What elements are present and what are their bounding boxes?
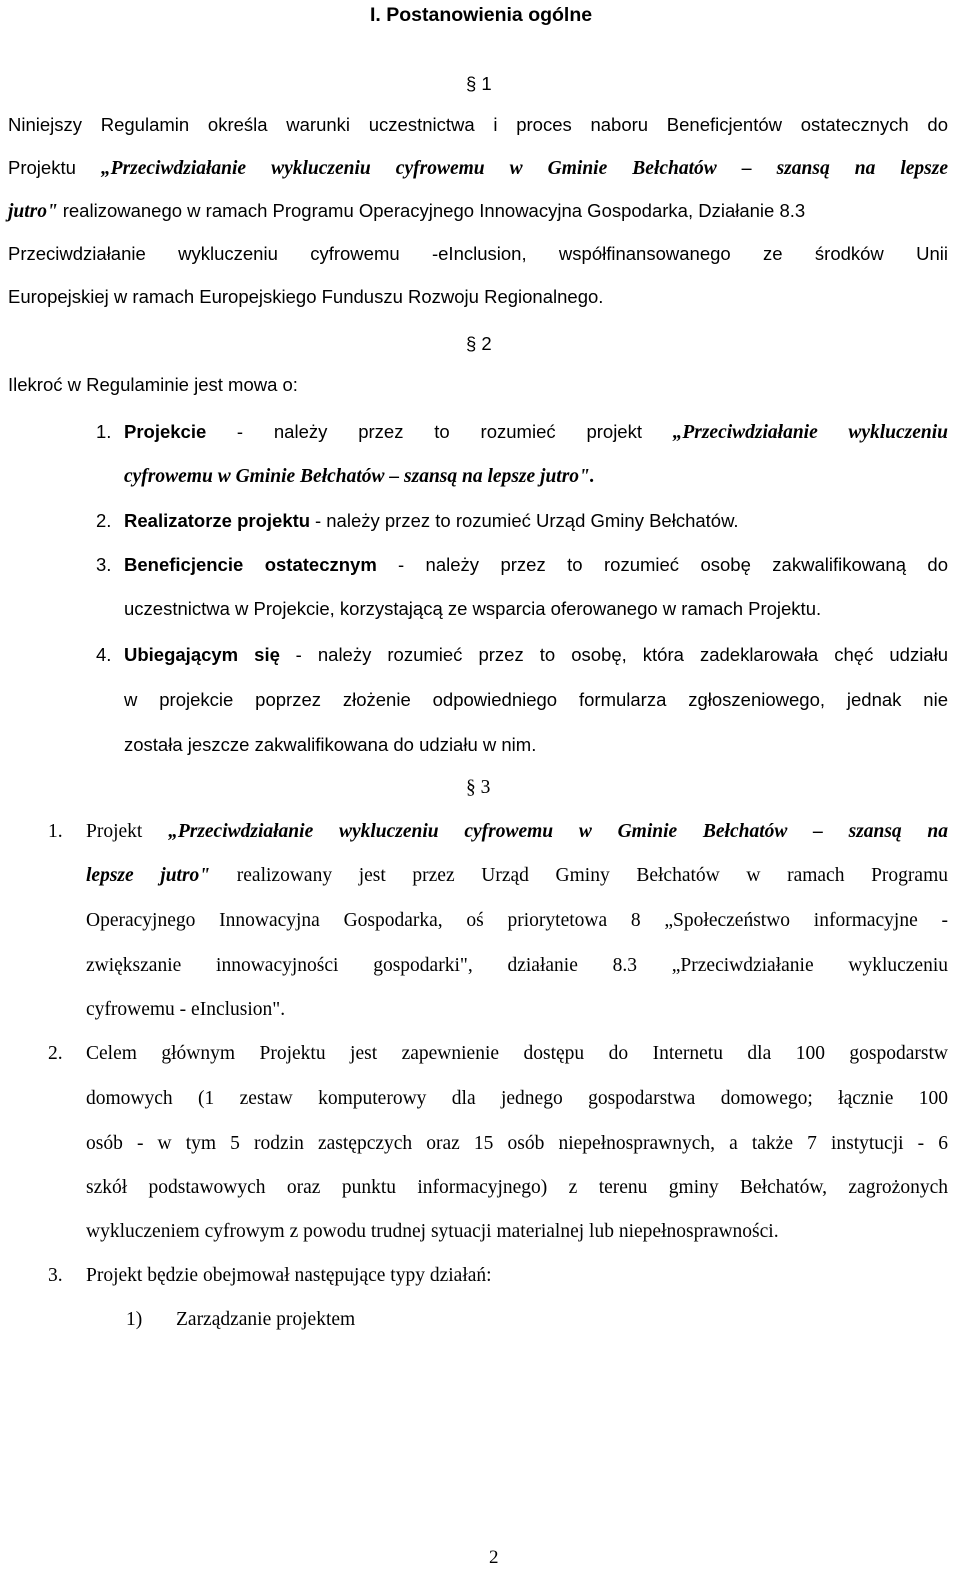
- par3-item3-line1: Projekt będzie obejmował następujące typy działań:: [86, 1265, 492, 1286]
- par2-item2-line1: [124, 509, 739, 534]
- par3-item1-project-title: „Przeciwdziałanie wykluczeniu cyfrowemu w Gminie Bełchatów – szansą na: [168, 821, 948, 842]
- par3-item1-line5: cyfrowemu - eInclusion".: [86, 999, 286, 1020]
- par2-item1-line2: cyfrowemu w Gminie Bełchatów – szansą na lepsze jutro".: [124, 466, 595, 487]
- section-sign-2: § 2: [466, 333, 492, 354]
- par2-item4-term: Ubiegającym się: [124, 644, 280, 665]
- par3-item1-line1: [86, 820, 948, 844]
- par3-item3-number: 3.: [48, 1265, 63, 1286]
- par1-line4: [8, 242, 948, 266]
- par3-item1-title-end: lepsze jutro": [86, 865, 211, 886]
- par2-item1-line1: [124, 420, 948, 445]
- par1-line3: [8, 199, 805, 224]
- par2-item4-definition: - należy rozumieć przez to osobę, która zadeklarowała chęć udziału: [295, 644, 948, 665]
- par2-item3-number: 3.: [96, 554, 112, 575]
- par3-item1-line3: [86, 909, 948, 933]
- par2-item1-term: Projekcie: [124, 421, 207, 442]
- par3-item2-number: 2.: [48, 1043, 63, 1064]
- par1-line4-text: Przeciwdziałanie wykluczeniu cyfrowemu -eInclusion, współfinansowanego ze środków Unii: [8, 243, 948, 264]
- section-sign-3: § 3: [466, 777, 491, 798]
- par3-item3-sub1-text: Zarządzanie projektem: [176, 1309, 356, 1330]
- par3-item1-line3-text: Operacyjnego Innowacyjna Gospodarka, oś priorytetowa 8 „Społeczeństwo informacyjne -: [86, 910, 948, 931]
- par2-intro: Ilekroć w Regulaminie jest mowa o:: [8, 374, 298, 395]
- par1-line1: [8, 113, 948, 137]
- par3-item1-line4-text: zwiększanie innowacyjności gospodarki", działanie 8.3 „Przeciwdziałanie wykluczeniu: [86, 955, 948, 976]
- par2-item2-term: Realizatorze projektu: [124, 510, 311, 531]
- par3-item1-line2: [86, 864, 948, 888]
- par3-item2-line3-text: osób - w tym 5 rodzin zastępczych oraz 15 osób niepełnosprawnych, a także 7 instytucji - 6: [86, 1133, 948, 1154]
- par2-item4-line3: została jeszcze zakwalifikowana do udziału w nim.: [124, 734, 537, 755]
- par1-line2: [8, 156, 948, 181]
- par2-item1-project-title: „Przeciwdziałanie wykluczeniu: [672, 422, 949, 443]
- section-heading: I. Postanowienia ogólne: [370, 4, 593, 26]
- par3-item2-line5: wykluczeniem cyfrowym z powodu trudnej sytuacji materialnej lub niepełnosprawności.: [86, 1221, 779, 1242]
- par1-line5: Europejskiej w ramach Europejskiego Funduszu Rozwoju Regionalnego.: [8, 286, 604, 307]
- par2-item4-line2: [124, 688, 948, 712]
- par2-item3-line2: uczestnictwa w Projekcie, korzystającą ze wsparcia oferowanego w ramach Projektu.: [124, 598, 822, 619]
- par3-item1-number: 1.: [48, 821, 63, 842]
- par2-item1-definition: - należy przez to rozumieć projekt: [236, 421, 642, 442]
- par1-line2-plain: Projektu: [8, 157, 76, 178]
- par3-item3-sub1-number: 1): [126, 1309, 143, 1330]
- par3-item2-line4: [86, 1176, 948, 1200]
- par1-line3-title-end: jutro": [8, 201, 58, 222]
- par2-item1-number: 1.: [96, 421, 112, 442]
- par2-item4-line2-text: w projekcie poprzez złożenie odpowiedniego formularza zgłoszeniowego, jednak nie: [124, 689, 948, 710]
- par2-item2-number: 2.: [96, 510, 112, 531]
- par3-item2-line2-text: domowych (1 zestaw komputerowy dla jednego gospodarstwa domowego; łącznie 100: [86, 1088, 948, 1109]
- par2-item3-definition: - należy przez to rozumieć osobę zakwalifikowaną do: [397, 554, 948, 575]
- par2-item4-line1: [124, 643, 948, 668]
- par2-item3-line1: [124, 553, 948, 578]
- par2-item3-term: Beneficjencie ostatecznym: [124, 554, 377, 575]
- section-sign-1: § 1: [466, 73, 492, 94]
- par3-item1-line2-text: realizowany jest przez Urząd Gminy Bełchatów w ramach Programu: [236, 865, 948, 886]
- par2-item2-definition: - należy przez to rozumieć Urząd Gminy Bełchatów.: [314, 510, 739, 531]
- par1-line1-text: Niniejszy Regulamin określa warunki uczestnictwa i proces naboru Beneficjentów ostatecznych do: [8, 114, 948, 135]
- par1-line3-text: realizowanego w ramach Programu Operacyjnego Innowacyjna Gospodarka, Działanie 8.3: [62, 200, 806, 221]
- par3-item2-line4-text: szkół podstawowych oraz punktu informacyjnego) z terenu gminy Bełchatów, zagrożonych: [86, 1177, 948, 1198]
- par3-item2-line1-text: Celem głównym Projektu jest zapewnienie dostępu do Internetu dla 100 gospodarstw: [86, 1043, 948, 1064]
- par2-item4-number: 4.: [96, 644, 112, 665]
- par1-line2-project-title: „Przeciwdziałanie wykluczeniu cyfrowemu w Gminie Bełchatów – szansą na lepsze: [100, 158, 948, 179]
- par3-item2-line1: [86, 1042, 948, 1066]
- par3-item1-plain: Projekt: [86, 821, 143, 842]
- par3-item2-line3: [86, 1132, 948, 1156]
- par3-item2-line2: [86, 1087, 948, 1111]
- par3-item1-line4: [86, 954, 948, 978]
- page-number: 2: [489, 1547, 499, 1568]
